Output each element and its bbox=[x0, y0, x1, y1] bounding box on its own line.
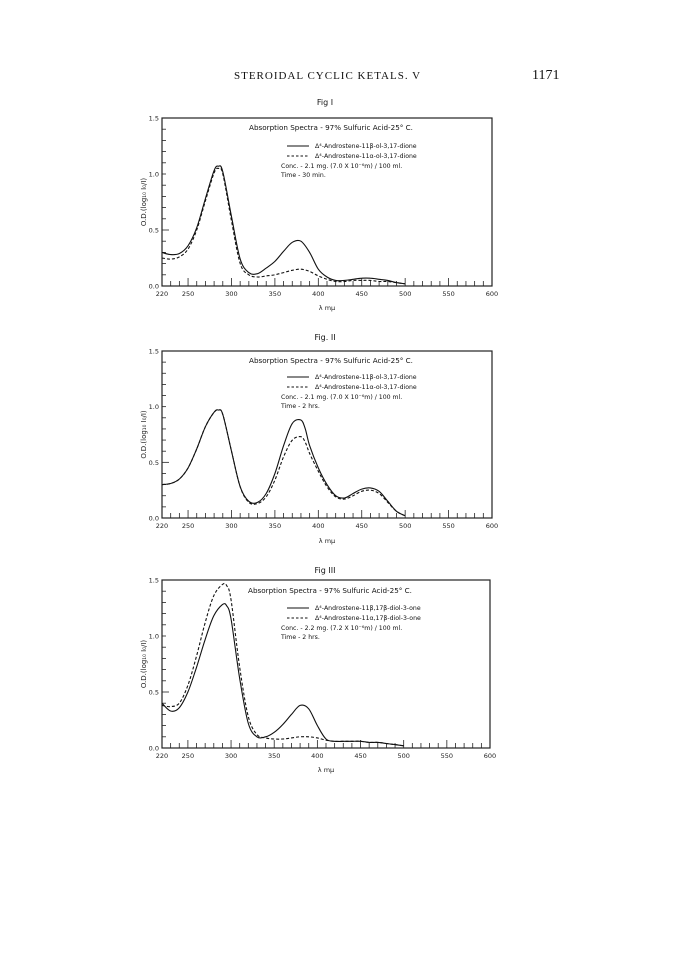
figure-1 bbox=[140, 98, 510, 316]
legend-label: Δ⁴-Androstene-11β-ol-3,17-dione bbox=[315, 143, 417, 150]
y-tick-label: 0.5 bbox=[148, 226, 159, 235]
absorption-chart-2 bbox=[140, 333, 510, 553]
figure-label: Fig. II bbox=[314, 333, 336, 342]
x-tick-label: 550 bbox=[442, 522, 455, 530]
x-tick-label: 500 bbox=[398, 522, 412, 530]
x-tick-label: 550 bbox=[442, 290, 455, 298]
x-tick-label: 400 bbox=[311, 752, 324, 760]
x-tick-label: 400 bbox=[312, 290, 325, 298]
legend-label: Δ⁴-Androstene-11β,17β-diol-3-one bbox=[315, 605, 421, 612]
x-tick-label: 400 bbox=[312, 522, 325, 530]
x-tick-label: 220 bbox=[155, 752, 169, 760]
legend-label: Δ⁴-Androstene-11α-ol-3,17-dione bbox=[315, 384, 417, 391]
absorption-chart-1 bbox=[140, 98, 510, 316]
x-tick-label: 550 bbox=[440, 752, 454, 760]
x-tick-label: 350 bbox=[268, 522, 282, 530]
y-tick-label: 0.0 bbox=[148, 744, 159, 753]
legend-label: Δ⁴-Androstene-11β-ol-3,17-dione bbox=[315, 374, 417, 381]
x-tick-label: 220 bbox=[155, 522, 169, 530]
series-line-dashed bbox=[162, 168, 405, 284]
x-tick-label: 250 bbox=[181, 290, 195, 298]
y-tick-label: 1.5 bbox=[148, 576, 159, 585]
y-axis-label: O.D.(log₁₀ I₀/I) bbox=[140, 177, 148, 227]
x-tick-label: 600 bbox=[485, 522, 499, 530]
chart-title: Absorption Spectra - 97% Sulfuric Acid-25° C. bbox=[249, 356, 413, 365]
x-axis-label: λ mμ bbox=[317, 766, 335, 774]
x-tick-label: 600 bbox=[485, 290, 499, 298]
figure-2 bbox=[140, 333, 510, 553]
y-tick-label: 1.0 bbox=[148, 170, 159, 179]
chart-note: Conc. - 2.1 mg. (7.0 X 10⁻⁶m) / 100 ml. bbox=[281, 163, 403, 170]
y-tick-label: 1.0 bbox=[148, 403, 159, 412]
x-tick-label: 350 bbox=[267, 752, 281, 760]
x-tick-label: 300 bbox=[225, 522, 238, 530]
y-tick-label: 0.0 bbox=[148, 282, 159, 291]
y-tick-label: 0.0 bbox=[148, 514, 159, 523]
x-tick-label: 500 bbox=[397, 752, 410, 760]
page-number: 1171 bbox=[532, 68, 560, 83]
y-axis-label: O.D.(log₁₀ I₀/I) bbox=[140, 639, 148, 689]
figure-label: Fig III bbox=[314, 566, 336, 575]
y-tick-label: 0.5 bbox=[148, 688, 159, 697]
chart-note: Conc. - 2.2 mg. (7.2 X 10⁻⁶m) / 100 ml. bbox=[281, 625, 403, 632]
x-tick-label: 350 bbox=[268, 290, 282, 298]
y-tick-label: 1.0 bbox=[148, 632, 159, 641]
x-axis-label: λ mμ bbox=[318, 537, 336, 545]
running-header bbox=[0, 70, 687, 90]
series-line-dashed bbox=[162, 410, 405, 516]
chart-note: Time - 2 hrs. bbox=[281, 634, 320, 641]
chart-note: Time - 30 min. bbox=[281, 172, 326, 179]
y-axis-label: O.D.(log₁₀ I₀/I) bbox=[140, 410, 148, 459]
y-tick-label: 0.5 bbox=[148, 458, 159, 467]
figure-label: Fig I bbox=[316, 98, 334, 107]
legend-label: Δ⁴-Androstene-11α,17β-diol-3-one bbox=[315, 615, 421, 622]
chart-title: Absorption Spectra - 97% Sulfuric Acid-25° C. bbox=[249, 123, 413, 132]
x-tick-label: 600 bbox=[483, 752, 497, 760]
y-tick-label: 1.5 bbox=[148, 347, 159, 356]
x-tick-label: 300 bbox=[224, 752, 238, 760]
y-tick-label: 1.5 bbox=[148, 114, 159, 123]
chart-title: Absorption Spectra - 97% Sulfuric Acid-25° C. bbox=[248, 586, 412, 595]
figure-3 bbox=[140, 566, 510, 781]
absorption-chart-3 bbox=[140, 566, 510, 781]
legend-label: Δ⁴-Androstene-11α-ol-3,17-dione bbox=[315, 153, 417, 160]
series-line-solid bbox=[162, 410, 405, 516]
chart-note: Time - 2 hrs. bbox=[281, 403, 320, 410]
x-tick-label: 450 bbox=[354, 752, 367, 760]
x-tick-label: 500 bbox=[398, 290, 412, 298]
x-tick-label: 450 bbox=[355, 522, 368, 530]
x-tick-label: 450 bbox=[355, 290, 368, 298]
x-tick-label: 250 bbox=[181, 522, 195, 530]
x-tick-label: 220 bbox=[155, 290, 169, 298]
chart-note: Conc. - 2.1 mg. (7.0 X 10⁻⁶m) / 100 ml. bbox=[281, 394, 403, 401]
x-tick-label: 250 bbox=[181, 752, 195, 760]
x-axis-label: λ mμ bbox=[318, 304, 336, 312]
x-tick-label: 300 bbox=[225, 290, 238, 298]
running-title: STEROIDAL CYCLIC KETALS. V bbox=[234, 70, 422, 82]
